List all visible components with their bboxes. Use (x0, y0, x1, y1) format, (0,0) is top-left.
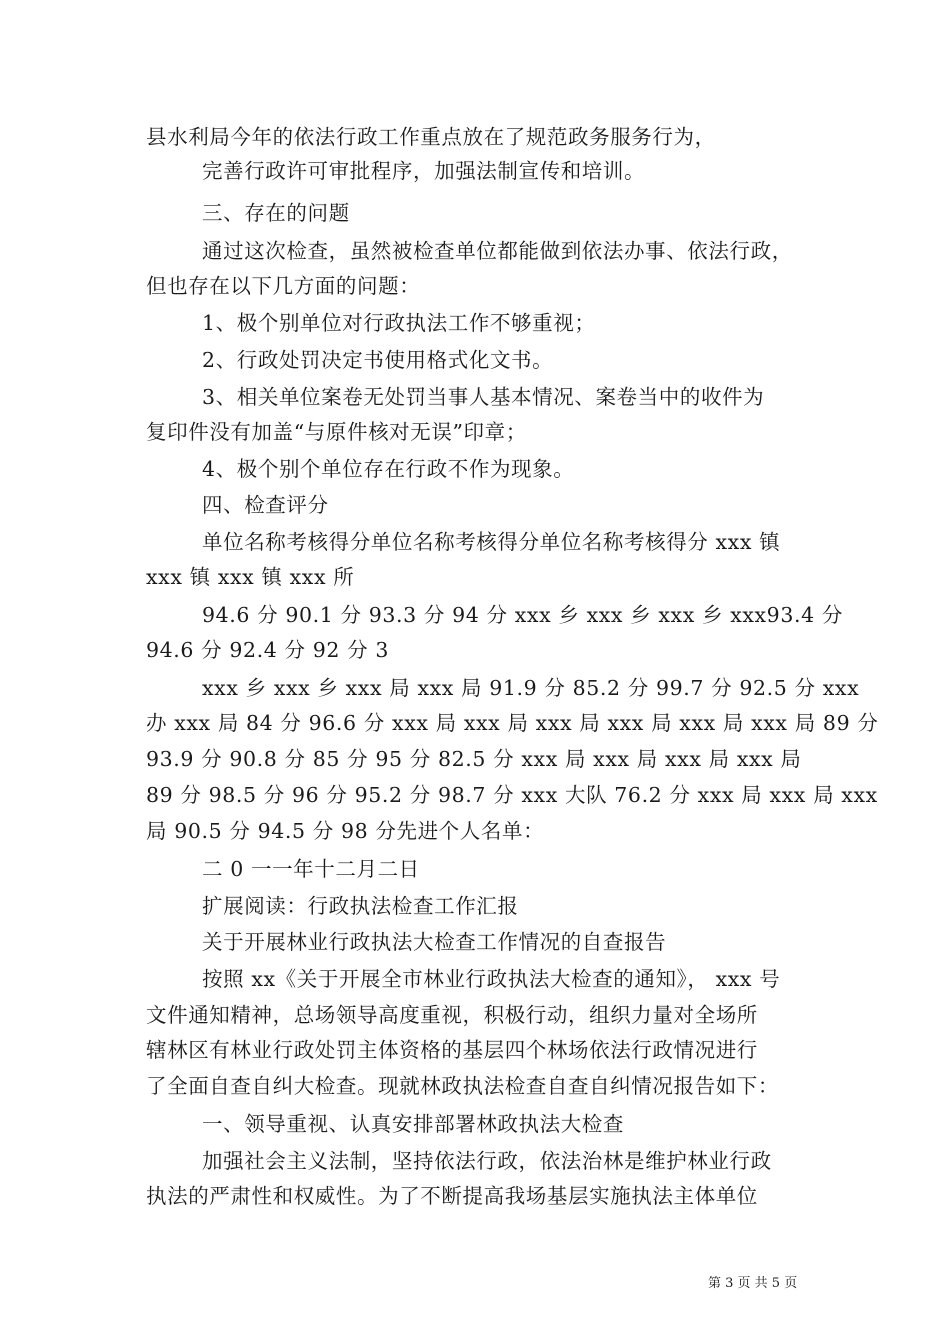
paragraph-line: 完善行政许可审批程序，加强法制宣传和培训。 (202, 159, 646, 183)
paragraph-line: 复印件没有加盖“与原件核对无误”印章； (146, 420, 527, 444)
paragraph-line: 了全面自查自纠大检查。现就林政执法检查自查自纠情况报告如下： (146, 1074, 779, 1098)
paragraph-line: 但也存在以下几方面的问题： (146, 274, 421, 298)
paragraph-line: 94.6 分 92.4 分 92 分 3 (146, 638, 390, 662)
paragraph-line: xxx 镇 xxx 镇 xxx 所 (146, 565, 355, 589)
paragraph-line: 办 xxx 局 84 分 96.6 分 xxx 局 xxx 局 xxx 局 xxx 局 xxx 局 xxx 局 89 分 (146, 711, 879, 735)
paragraph-line: 通过这次检查，虽然被检查单位都能做到依法办事、依法行政， (202, 239, 793, 263)
report-title: 关于开展林业行政执法大检查工作情况的自查报告 (202, 930, 667, 954)
paragraph-line: 县水利局今年的依法行政工作重点放在了规范政务服务行为， (146, 125, 716, 149)
paragraph-line: 加强社会主义法制，坚持依法行政，依法治林是维护林业行政 (202, 1149, 772, 1173)
paragraph-line: 单位名称考核得分单位名称考核得分单位名称考核得分 xxx 镇 (202, 530, 781, 554)
paragraph-line: 89 分 98.5 分 96 分 95.2 分 98.7 分 xxx 大队 76.2 分 xxx 局 xxx 局 xxx (146, 783, 878, 807)
page-number: 第 3 页 共 5 页 (708, 1276, 798, 1291)
section-heading: 四、检查评分 (202, 493, 329, 517)
list-item: 2、行政处罚决定书使用格式化文书。 (202, 348, 554, 372)
section-heading: 三、存在的问题 (202, 201, 350, 225)
paragraph-line: 执法的严肃性和权威性。为了不断提高我场基层实施执法主体单位 (146, 1184, 758, 1208)
paragraph-line: 94.6 分 90.1 分 93.3 分 94 分 xxx 乡 xxx 乡 xxx 乡 xxx93.4 分 (202, 603, 843, 627)
paragraph-line: 局 90.5 分 94.5 分 98 分先进个人名单： (146, 819, 545, 843)
list-item: 4、极个别个单位存在行政不作为现象。 (202, 457, 575, 481)
paragraph-line: 93.9 分 90.8 分 85 分 95 分 82.5 分 xxx 局 xxx 局 xxx 局 xxx 局 (146, 747, 802, 771)
section-heading: 一、领导重视、认真安排部署林政执法大检查 (202, 1112, 624, 1136)
section-heading: 扩展阅读：行政执法检查工作汇报 (202, 894, 519, 918)
list-item: 1、极个别单位对行政执法工作不够重视； (202, 311, 596, 335)
paragraph-line: xxx 乡 xxx 乡 xxx 局 xxx 局 91.9 分 85.2 分 99.7 分 92.5 分 xxx (202, 676, 860, 700)
paragraph-line: 按照 xx《关于开展全市林业行政执法大检查的通知》， xxx 号 (202, 967, 781, 991)
paragraph-line: 文件通知精神，总场领导高度重视，积极行动，组织力量对全场所 (146, 1003, 758, 1027)
list-item: 3、相关单位案卷无处罚当事人基本情况、案卷当中的收件为 (202, 385, 765, 409)
paragraph-line: 辖林区有林业行政处罚主体资格的基层四个林场依法行政情况进行 (146, 1038, 758, 1062)
date-line: 二 0 一一年十二月二日 (202, 857, 420, 881)
